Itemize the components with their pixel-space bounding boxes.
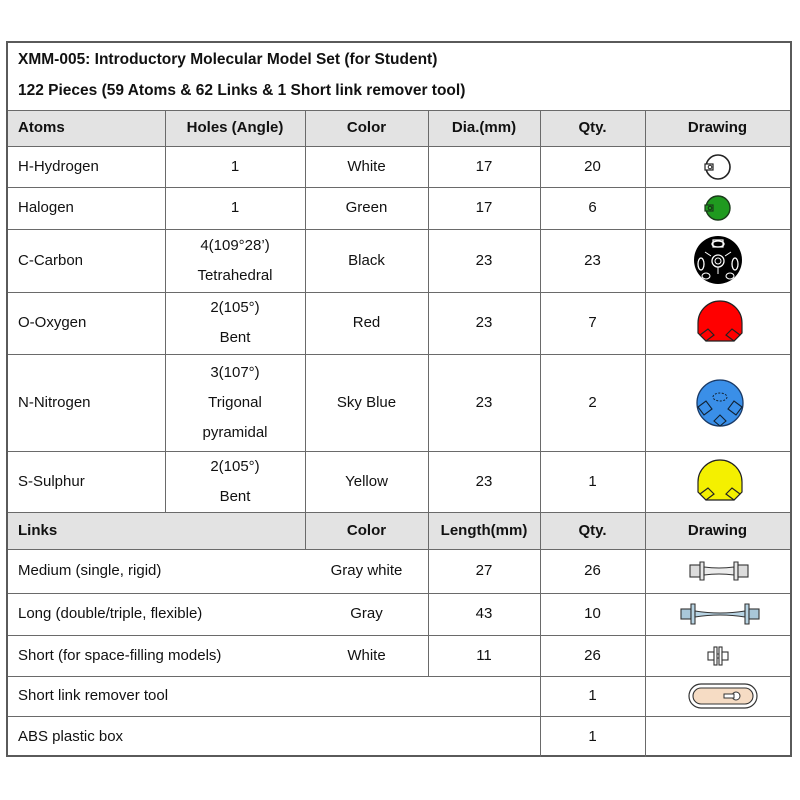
atom-name: H-Hydrogen: [18, 157, 99, 175]
nitrogen-atom-icon: [694, 377, 746, 429]
sulphur-atom-icon: [694, 456, 746, 508]
hydrogen-atom-icon: [704, 153, 732, 181]
link-length: 27: [475, 562, 493, 579]
link-name: Long (double/triple, flexible): [18, 605, 203, 622]
extra-name: Short link remover tool: [18, 687, 169, 704]
header-atoms: Atoms: [18, 119, 65, 136]
extra-name: ABS plastic box: [18, 727, 124, 745]
header-color: Color: [346, 119, 387, 136]
atom-color: Sky Blue: [336, 393, 397, 411]
header-links: Links: [18, 521, 58, 539]
header-drawing: Drawing: [687, 119, 748, 136]
atom-color: Black: [348, 251, 385, 269]
parts-table: [6, 41, 792, 757]
header-link-drawing: Drawing: [687, 521, 748, 539]
atom-color: Red: [352, 314, 381, 331]
atom-color: Green: [345, 199, 388, 216]
atom-name: C-Carbon: [18, 251, 84, 269]
atom-qty: 6: [588, 199, 597, 216]
long-link-icon: [680, 602, 760, 626]
header-link-qty: Qty.: [578, 521, 607, 539]
atom-holes: [165, 292, 305, 354]
holes-line: pyramidal: [202, 423, 268, 441]
atom-diameter: 23: [475, 314, 493, 331]
atom-name: N-Nitrogen: [18, 393, 91, 411]
medium-link-icon: [689, 559, 749, 583]
link-color: White: [347, 646, 386, 664]
link-color: Gray white: [330, 562, 403, 579]
atom-holes: 1: [230, 157, 240, 175]
remover-tool-icon: [688, 683, 758, 709]
atom-holes: 1: [230, 199, 240, 216]
atom-name: Halogen: [18, 199, 74, 216]
atom-holes: [165, 354, 305, 451]
extra-qty: 1: [588, 727, 597, 745]
set-subtitle: 122 Pieces (59 Atoms & 62 Links & 1 Short link remover tool): [18, 82, 466, 99]
atom-qty: 7: [588, 314, 597, 331]
atom-color: Yellow: [345, 472, 388, 490]
link-qty: 26: [584, 562, 601, 579]
atom-diameter: 17: [475, 157, 493, 175]
link-length: 43: [475, 605, 493, 622]
halogen-atom-icon: [704, 194, 732, 222]
link-name: Medium (single, rigid): [18, 562, 162, 579]
atom-name: O-Oxygen: [18, 314, 87, 331]
header-link-color: Color: [346, 521, 387, 539]
header-qty: Qty.: [578, 119, 607, 136]
atom-qty: 2: [588, 393, 597, 411]
header-holes: Holes (Angle): [186, 119, 284, 136]
header-diameter: Dia.(mm): [451, 119, 517, 136]
link-length: 11: [476, 646, 492, 664]
atom-diameter: 17: [475, 199, 493, 216]
atom-qty: 20: [584, 157, 601, 175]
holes-line: 3(107°): [210, 363, 260, 381]
link-color: Gray: [350, 605, 383, 622]
atom-qty: 23: [584, 251, 601, 269]
header-length: Length(mm): [440, 521, 528, 539]
link-name: Short (for space-filling models): [18, 646, 222, 664]
holes-line: 2(105°): [210, 457, 260, 475]
atom-qty: 1: [588, 472, 597, 490]
carbon-atom-icon: [692, 234, 744, 286]
link-qty: 10: [584, 605, 601, 622]
atom-color: White: [347, 157, 386, 175]
holes-line: Bent: [219, 329, 251, 346]
set-title: XMM-005: Introductory Molecular Model Set (for Student): [18, 51, 438, 68]
holes-line: Tetrahedral: [197, 266, 273, 284]
atom-name: S-Sulphur: [18, 472, 85, 490]
atom-diameter: 23: [475, 393, 493, 411]
atom-diameter: 23: [475, 472, 493, 490]
extra-qty: 1: [588, 687, 597, 704]
atom-holes: [165, 229, 305, 292]
oxygen-atom-icon: [694, 297, 746, 349]
holes-line: 4(109°28’): [200, 236, 270, 254]
link-qty: 26: [584, 646, 601, 664]
holes-line: 2(105°): [210, 299, 260, 316]
atom-diameter: 23: [475, 251, 493, 269]
holes-line: Trigonal: [208, 393, 262, 411]
atom-holes: [165, 451, 305, 512]
short-link-icon: [707, 645, 729, 667]
holes-line: Bent: [219, 487, 251, 505]
